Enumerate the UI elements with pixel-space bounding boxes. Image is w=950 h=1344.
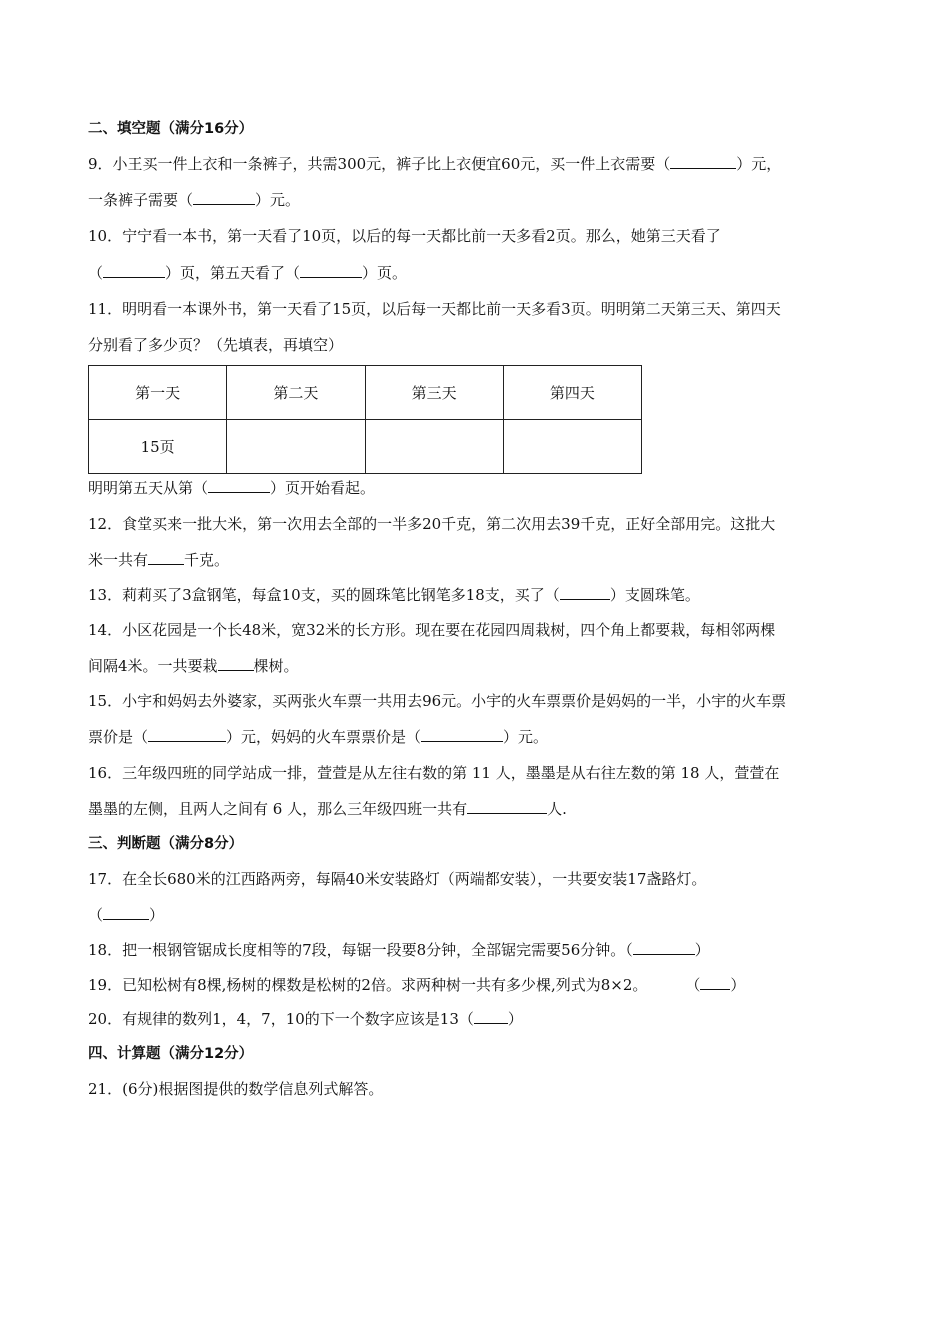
question-13-text: ）支圆珠笔。 [609,586,700,604]
answer-blank[interactable] [670,154,736,169]
question-17-text: ） [149,906,165,924]
table-value-row [89,420,642,474]
question-13 [88,585,700,605]
question-9-line-1 [88,154,781,174]
answer-blank[interactable] [103,263,165,278]
question-15-text: ）元。 [503,728,549,746]
question-10-line-1: 10．宁宁看一本书，第一天看了10页，以后的每一天都比前一天多看2页。那么，她第三天看了 [88,227,721,245]
section-heading-fill-in: 二、填空题（满分16分） [88,121,254,137]
answer-blank[interactable] [103,905,149,920]
question-19-text: （ [685,976,701,994]
answer-blank[interactable] [421,727,503,742]
question-19-text: ） [730,976,746,994]
answer-blank[interactable] [193,190,255,205]
question-15-text: 票价是（ [88,728,149,746]
question-12-line-1: 12．食堂买来一批大米，第一次用去全部的一半多20千克，第二次用去39千克，正好全部用完。这批大 [88,515,776,533]
question-13-text: 13．莉莉买了3盒钢笔，每盒10支，买的圆珠笔比钢笔多18支，买了（ [88,586,560,604]
question-11-line-3 [88,478,375,498]
question-15-line-2 [88,727,548,747]
section-heading-calculation: 四、计算题（满分12分） [88,1046,254,1062]
answer-blank[interactable] [560,585,610,600]
table-answer-cell[interactable] [503,420,641,474]
table-header-cell: 第二天 [227,366,365,420]
question-9-text: ）元， [736,155,782,173]
table-answer-cell[interactable] [227,420,365,474]
question-10-text: ）页，第五天看了（ [165,264,301,282]
reading-pages-table [88,365,642,474]
answer-blank[interactable] [218,656,254,671]
table-header-cell: 第一天 [89,366,227,420]
question-14-text: 间隔4米。一共要栽 [88,657,218,675]
question-14-text: 棵树。 [253,657,299,675]
table-header-cell: 第三天 [365,366,503,420]
answer-blank[interactable] [300,263,362,278]
question-15-line-1: 15．小宇和妈妈去外婆家，买两张火车票一共用去96元。小宇的火车票票价是妈妈的一半，小宇的火车票 [88,692,787,710]
question-17-line-1: 17．在全长680米的江西路两旁，每隔40米安装路灯（两端都安装），一共要安装17盏路灯。 [88,870,707,888]
question-14-line-1: 14．小区花园是一个长48米，宽32米的长方形。现在要在花园四周栽树，四个角上都要栽，每相邻两棵 [88,621,776,639]
question-18-text: 18．把一根钢管锯成长度相等的7段，每锯一段要8分钟，全部锯完需要56分钟。（ [88,941,633,959]
table-value-cell: 15页 [89,420,227,474]
answer-blank[interactable] [633,940,695,955]
question-16-line-1: 16．三年级四班的同学站成一排，萱萱是从左往右数的第 11 人，墨墨是从右往左数的第 18 人，萱萱在 [88,764,780,782]
answer-blank[interactable] [474,1009,508,1024]
question-9-line-2 [88,190,300,210]
question-12-line-2 [88,550,229,570]
answer-blank[interactable] [700,975,730,990]
question-10-text: （ [88,264,104,282]
answer-blank[interactable] [208,478,270,493]
question-11-line-1: 11．明明看一本课外书，第一天看了15页，以后每一天都比前一天多看3页。明明第二天第三天、第四天 [88,300,781,318]
question-17-line-2 [88,905,164,925]
question-16-line-2 [88,799,567,819]
question-14-line-2 [88,656,299,676]
question-11-text: ）页开始看起。 [270,479,376,497]
table-header-row [89,366,642,420]
question-12-text: 米一共有 [88,551,149,569]
table-header-cell: 第四天 [503,366,641,420]
question-10-text: ）页。 [362,264,408,282]
question-18 [88,940,710,960]
answer-blank[interactable] [148,550,184,565]
question-11-text: 明明第五天从第（ [88,479,209,497]
question-16-text: 墨墨的左侧，且两人之间有 6 人，那么三年级四班一共有 [88,800,468,818]
question-15-text: ）元，妈妈的火车票票价是（ [226,728,422,746]
question-19-text: 19．已知松树有8棵,杨树的棵数是松树的2倍。求两种树一共有多少棵,列式为8×2。 [88,976,648,994]
question-9-text: 9．小王买一件上衣和一条裤子，共需300元，裤子比上衣便宜60元，买一件上衣需要（ [88,155,671,173]
table-answer-cell[interactable] [365,420,503,474]
question-21: 21．(6分)根据图提供的数学信息列式解答。 [88,1080,384,1098]
question-19 [88,975,745,995]
question-20-text: ） [507,1010,523,1028]
question-10-line-2 [88,263,407,283]
question-16-text: 人. [547,800,567,818]
question-17-text: （ [88,906,104,924]
question-20 [88,1009,523,1029]
question-20-text: 20．有规律的数列1，4，7，10的下一个数字应该是13（ [88,1010,474,1028]
question-11-line-2: 分别看了多少页？（先填表，再填空） [88,336,344,354]
section-heading-true-false: 三、判断题（满分8分） [88,836,244,852]
question-18-text: ） [694,941,710,959]
question-9-text: 一条裤子需要（ [88,191,194,209]
question-12-text: 千克。 [184,551,230,569]
answer-blank[interactable] [148,727,226,742]
question-9-text: ）元。 [255,191,301,209]
answer-blank[interactable] [467,799,547,814]
